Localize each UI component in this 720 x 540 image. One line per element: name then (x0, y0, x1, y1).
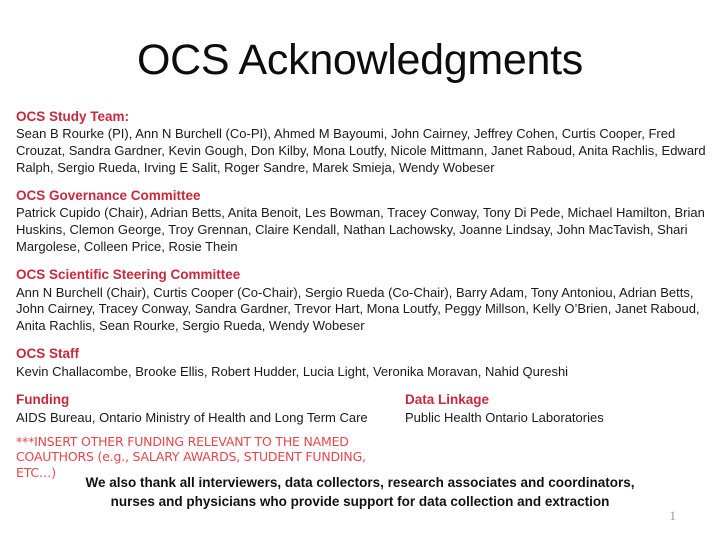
section-heading-funding: Funding (16, 392, 70, 408)
section-heading-governance-committee: OCS Governance Committee (16, 188, 201, 204)
funding-placeholder-note: ***INSERT OTHER FUNDING RELEVANT TO THE NAMED COAUTHORS (e.g., SALARY AWARDS, STUDENT FUNDING, ETC…) (16, 434, 366, 480)
section-heading-data-linkage: Data Linkage (405, 392, 490, 408)
section-funding (16, 391, 396, 480)
section-body-governance-committee: Patrick Cupido (Chair), Adrian Betts, Anita Benoit, Les Bowman, Tracey Conway, Tony Di Pede, Michael Hamilton, Brian Huskins, Clemon George, Troy Grennan, Claire Kendall, Nathan Lachowsky, Joanne Lindsay, John MacTavish, Shari Margolese, Colleen Price, Rosie Thein (16, 205, 705, 254)
section-scientific-steering-committee (16, 266, 708, 334)
section-governance-committee (16, 187, 708, 255)
thank-you-line-1: We also thank all interviewers, data collectors, research associates and coordinators, (85, 475, 635, 490)
section-body-study-team: Sean B Rourke (PI), Ann N Burchell (Co-PI), Ahmed M Bayoumi, John Cairney, Jeffrey Cohen, Curtis Cooper, Fred Crouzat, Sandra Gardner, Kevin Gough, Don Kilby, Mona Loutfy, Nicole Mittmann, Janet Raboud, Anita Rachlis, Edward Ralph, Sergio Rueda, Irving E Salit, Roger Sandre, Marek Smieja, Wendy Wobeser (16, 126, 706, 175)
section-heading-scientific-steering-committee: OCS Scientific Steering Committee (16, 267, 241, 283)
slide-number: 1 (669, 508, 676, 523)
section-body-staff: Kevin Challacombe, Brooke Ellis, Robert Hudder, Lucia Light, Veronika Moravan, Nahid Qureshi (16, 363, 569, 379)
thank-you-note (40, 474, 680, 511)
thank-you-line-2: nurses and physicians who provide support for data collection and extraction (110, 493, 610, 509)
section-heading-staff: OCS Staff (16, 346, 80, 362)
section-body-data-linkage: Public Health Ontario Laboratories (405, 409, 604, 425)
page-title: OCS Acknowledgments (136, 36, 583, 84)
section-data-linkage (405, 391, 705, 426)
section-study-team (16, 108, 708, 176)
section-body-scientific-steering-committee: Ann N Burchell (Chair), Curtis Cooper (Co-Chair), Sergio Rueda (Co-Chair), Barry Adam, Tony Antoniou, Adrian Betts, John Cairney, Tracey Conway, Sandra Gardner, Trevor Hart, Mona Loutfy, Peggy Millson, Kelly O’Brien, Janet Raboud, Anita Rachlis, Sean Rourke, Sergio Rueda, Wendy Wobeser (16, 284, 700, 333)
section-heading-study-team: OCS Study Team: (16, 109, 130, 124)
section-body-funding: AIDS Bureau, Ontario Ministry of Health and Long Term Care (16, 409, 368, 425)
section-staff (16, 345, 708, 380)
funding-and-linkage-row (16, 391, 708, 480)
acknowledgments-content (16, 108, 708, 480)
